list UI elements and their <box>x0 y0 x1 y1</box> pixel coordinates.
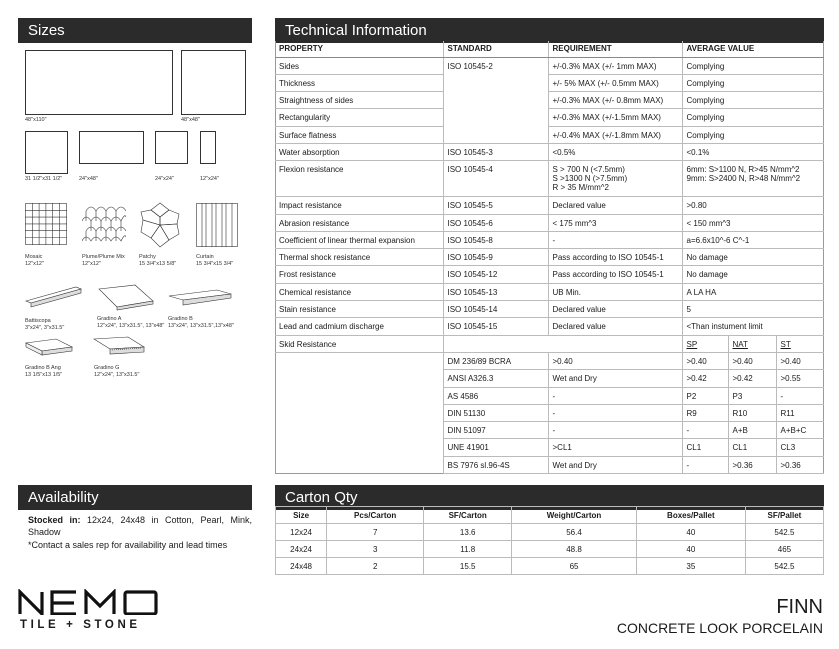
plume-illustration <box>82 203 126 247</box>
table-row <box>275 92 824 109</box>
carton-cell: 48.8 <box>512 541 637 558</box>
value-cell: Complying <box>682 74 824 91</box>
table-row <box>275 301 824 318</box>
carton-cell: 24x48 <box>276 558 327 575</box>
skid-st-cell: >0.36 <box>776 456 824 473</box>
requirement-line: R > 35 M/mm^2 <box>552 183 609 193</box>
empty-cell <box>275 456 443 473</box>
skid-subheader: ST <box>776 335 824 352</box>
requirement-cell: Pass according to ISO 10545-1 <box>548 266 682 283</box>
skid-standard-cell: AS 4586 <box>443 387 548 404</box>
gradino-b-ang-illustration <box>24 337 74 359</box>
tile-label: 31 1/2"x31 1/2" <box>25 176 63 182</box>
skid-st-cell: A+B+C <box>776 422 824 439</box>
requirement-cell: +/-0.3% MAX (+/-1.5mm MAX) <box>548 109 682 126</box>
value-cell: Complying <box>682 109 824 126</box>
technical-header-row <box>275 41 824 57</box>
skid-requirement-cell: - <box>548 387 682 404</box>
tile-label: 48"x110" <box>25 117 47 123</box>
carton-cell: 13.6 <box>424 524 512 541</box>
tile-label: 24"x48" <box>79 176 98 182</box>
gradino-b-illustration <box>167 288 233 308</box>
property-cell: Flexion resistance <box>275 161 443 197</box>
requirement-cell: +/- 5% MAX (+/- 0.5mm MAX) <box>548 74 682 91</box>
skid-nat-cell: A+B <box>728 422 776 439</box>
carton-header-row <box>276 507 824 524</box>
skid-standard-cell: BS 7976 sl.96-4S <box>443 456 548 473</box>
skid-header-row <box>275 335 824 352</box>
tile-label: 24"x24" <box>155 176 174 182</box>
empty-cell <box>548 335 682 352</box>
skid-requirement-cell: >0.40 <box>548 352 682 369</box>
nemo-logo <box>18 589 160 615</box>
carton-col-header: SF/Pallet <box>745 507 823 524</box>
carton-header: Carton Qty <box>275 485 824 510</box>
stocked-text: 12x24, 24x48 in Cotton, Pearl, Mink, Shadow <box>28 515 252 537</box>
skid-standard-cell: ANSI A326.3 <box>443 370 548 387</box>
skid-nat-cell: P3 <box>728 387 776 404</box>
requirement-cell: Pass according to ISO 10545-1 <box>548 249 682 266</box>
gradino-g-illustration <box>92 335 146 359</box>
requirement-cell: +/-0.3% MAX (+/- 0.8mm MAX) <box>548 92 682 109</box>
gradino-a-illustration <box>97 283 157 313</box>
product-name: FINN <box>776 596 823 618</box>
tile-31x31 <box>25 131 68 174</box>
skid-row <box>275 439 824 456</box>
carton-cell: 542.5 <box>745 558 823 575</box>
empty-cell <box>275 404 443 421</box>
carton-cell: 2 <box>327 558 424 575</box>
col-header: AVERAGE VALUE <box>682 41 824 57</box>
tile-24x24 <box>155 131 188 164</box>
skid-nat-cell: >0.40 <box>728 352 776 369</box>
skid-row <box>275 404 824 421</box>
empty-cell <box>275 439 443 456</box>
empty-cell <box>275 352 443 369</box>
skid-st-cell: >0.55 <box>776 370 824 387</box>
product-subtitle: CONCRETE LOOK PORCELAIN <box>616 620 823 636</box>
property-cell: Thermal shock resistance <box>275 249 443 266</box>
standard-cell: ISO 10545-13 <box>443 283 548 300</box>
availability-note: *Contact a sales rep for availability and lead times <box>28 540 228 550</box>
patchy-illustration <box>139 202 181 248</box>
tile-24x48 <box>79 131 144 164</box>
standard-cell <box>443 126 548 143</box>
value-cell: < 150 mm^3 <box>682 214 824 231</box>
skid-standard-cell: DIN 51097 <box>443 422 548 439</box>
carton-cell: 12x24 <box>276 524 327 541</box>
tile-48x110 <box>25 50 173 115</box>
carton-cell: 3 <box>327 541 424 558</box>
property-cell: Surface flatness <box>275 126 443 143</box>
value-line: 6mm: S>1100 N, R>45 N/mm^2 <box>686 165 800 175</box>
property-cell: Impact resistance <box>275 197 443 214</box>
value-line: 9mm: S>2400 N, R>48 N/mm^2 <box>686 174 801 184</box>
property-cell: Skid Resistance <box>275 335 443 352</box>
technical-header: Technical Information <box>275 18 824 43</box>
skid-row <box>275 456 824 473</box>
requirement-cell: - <box>548 231 682 248</box>
skid-row <box>275 422 824 439</box>
value-cell: No damage <box>682 266 824 283</box>
skid-sp-cell: P2 <box>682 387 728 404</box>
property-cell: Coefficient of linear thermal expansion <box>275 231 443 248</box>
availability-header: Availability <box>18 485 252 510</box>
table-row <box>275 231 824 248</box>
patchy-label: Patchy 15 3/4"x13 5/8" <box>139 254 177 267</box>
value-cell: Complying <box>682 126 824 143</box>
carton-cell: 542.5 <box>745 524 823 541</box>
carton-cell: 40 <box>636 541 745 558</box>
property-cell: Stain resistance <box>275 301 443 318</box>
skid-standard-cell: DM 236/89 BCRA <box>443 352 548 369</box>
mosaic-label: Mosaic 12"x12" <box>25 254 44 267</box>
gradino-a-label: Gradino A 12"x24", 13"x31.5", 13"x48" <box>97 316 165 329</box>
tile-label: 48"x48" <box>181 117 200 123</box>
skid-sp-cell: >0.40 <box>682 352 728 369</box>
brand-tagline: TILE + STONE <box>20 619 141 631</box>
property-cell: Water absorption <box>275 143 443 160</box>
skid-sp-cell: >0.42 <box>682 370 728 387</box>
table-row <box>275 143 824 160</box>
skid-st-cell: - <box>776 387 824 404</box>
requirement-cell <box>548 161 682 197</box>
skid-nat-cell: CL1 <box>728 439 776 456</box>
carton-cell: 40 <box>636 524 745 541</box>
curtain-label: Curtain 15 3/4"x15 3/4" <box>196 254 234 267</box>
requirement-cell: Declared value <box>548 197 682 214</box>
value-cell: a=6.6x10^-6 C^-1 <box>682 231 824 248</box>
standard-cell: ISO 10545-14 <box>443 301 548 318</box>
sizes-header: Sizes <box>18 18 252 43</box>
requirement-cell: UB Min. <box>548 283 682 300</box>
table-row <box>275 266 824 283</box>
tile-48x48 <box>181 50 246 115</box>
value-cell: A LA HA <box>682 283 824 300</box>
carton-row <box>276 558 824 575</box>
property-cell: Lead and cadmium discharge <box>275 318 443 335</box>
standard-cell: ISO 10545-5 <box>443 197 548 214</box>
skid-sp-cell: - <box>682 422 728 439</box>
standard-cell: ISO 10545-15 <box>443 318 548 335</box>
skid-sp-cell: R9 <box>682 404 728 421</box>
standard-cell: ISO 10545-4 <box>443 161 548 197</box>
skid-requirement-cell: Wet and Dry <box>548 456 682 473</box>
empty-cell <box>275 422 443 439</box>
skid-subheader: SP <box>682 335 728 352</box>
skid-st-cell: >0.40 <box>776 352 824 369</box>
col-header: STANDARD <box>443 41 548 57</box>
standard-cell: ISO 10545-9 <box>443 249 548 266</box>
carton-cell: 465 <box>745 541 823 558</box>
battiscopa-label: Battiscopa 3"x24", 3"x31.5" <box>25 318 65 331</box>
table-row <box>275 161 824 197</box>
requirement-cell: +/-0.3% MAX (+/- 1mm MAX) <box>548 57 682 74</box>
carton-cell: 56.4 <box>512 524 637 541</box>
table-row <box>275 109 824 126</box>
skid-subheader: NAT <box>728 335 776 352</box>
empty-cell <box>275 370 443 387</box>
carton-cell: 35 <box>636 558 745 575</box>
value-cell: Complying <box>682 92 824 109</box>
skid-nat-cell: >0.42 <box>728 370 776 387</box>
availability-text <box>28 515 252 538</box>
carton-col-header: Size <box>276 507 327 524</box>
standard-cell <box>443 92 548 109</box>
skid-requirement-cell: Wet and Dry <box>548 370 682 387</box>
table-row <box>275 318 824 335</box>
technical-table <box>275 41 824 474</box>
carton-col-header: Boxes/Pallet <box>636 507 745 524</box>
empty-cell <box>443 335 548 352</box>
property-cell: Sides <box>275 57 443 74</box>
carton-cell: 11.8 <box>424 541 512 558</box>
standard-cell <box>443 109 548 126</box>
carton-col-header: Pcs/Carton <box>327 507 424 524</box>
skid-st-cell: R11 <box>776 404 824 421</box>
table-row <box>275 74 824 91</box>
skid-row <box>275 352 824 369</box>
table-row <box>275 249 824 266</box>
table-row <box>275 57 824 74</box>
col-header: REQUIREMENT <box>548 41 682 57</box>
carton-cell: 7 <box>327 524 424 541</box>
table-row <box>275 283 824 300</box>
gradino-b-ang-label: Gradino B Ang 13 1/5"x13 1/5" <box>25 365 63 378</box>
carton-cell: 24x24 <box>276 541 327 558</box>
gradino-g-label: Gradino G 12"x24", 13"x31.5" <box>94 365 140 378</box>
empty-cell <box>275 387 443 404</box>
value-cell: >0.80 <box>682 197 824 214</box>
requirement-cell: Declared value <box>548 301 682 318</box>
standard-cell <box>443 74 548 91</box>
standard-cell: ISO 10545-6 <box>443 214 548 231</box>
value-cell <box>682 161 824 197</box>
property-cell: Frost resistance <box>275 266 443 283</box>
skid-nat-cell: R10 <box>728 404 776 421</box>
table-row <box>275 197 824 214</box>
curtain-illustration <box>196 203 238 247</box>
tile-label: 12"x24" <box>200 176 219 182</box>
skid-requirement-cell: >CL1 <box>548 439 682 456</box>
battiscopa-illustration <box>24 281 84 309</box>
requirement-cell: +/-0.4% MAX (+/-1.8mm MAX) <box>548 126 682 143</box>
skid-standard-cell: UNE 41901 <box>443 439 548 456</box>
table-row <box>275 214 824 231</box>
property-cell: Chemical resistance <box>275 283 443 300</box>
requirement-line: S >1300 N (>7.5mm) <box>552 174 628 184</box>
skid-row <box>275 370 824 387</box>
skid-sp-cell: CL1 <box>682 439 728 456</box>
skid-requirement-cell: - <box>548 404 682 421</box>
standard-cell: ISO 10545-2 <box>443 57 548 74</box>
carton-col-header: Weight/Carton <box>512 507 637 524</box>
standard-cell: ISO 10545-8 <box>443 231 548 248</box>
tile-12x24 <box>200 131 216 164</box>
standard-cell: ISO 10545-3 <box>443 143 548 160</box>
skid-standard-cell: DIN 51130 <box>443 404 548 421</box>
requirement-cell: <0.5% <box>548 143 682 160</box>
carton-row <box>276 541 824 558</box>
requirement-cell: Declared value <box>548 318 682 335</box>
table-row <box>275 126 824 143</box>
value-cell: <Than instument limit <box>682 318 824 335</box>
skid-sp-cell: - <box>682 456 728 473</box>
carton-col-header: SF/Carton <box>424 507 512 524</box>
carton-cell: 65 <box>512 558 637 575</box>
value-cell: 5 <box>682 301 824 318</box>
standard-cell: ISO 10545-12 <box>443 266 548 283</box>
skid-requirement-cell: - <box>548 422 682 439</box>
mosaic-illustration <box>25 203 67 245</box>
gradino-b-label: Gradino B 13"x24", 13"x31.5",13"x48" <box>168 316 234 329</box>
carton-row <box>276 524 824 541</box>
requirement-cell: < 175 mm^3 <box>548 214 682 231</box>
skid-nat-cell: >0.36 <box>728 456 776 473</box>
property-cell: Thickness <box>275 74 443 91</box>
skid-st-cell: CL3 <box>776 439 824 456</box>
col-header: PROPERTY <box>275 41 443 57</box>
property-cell: Abrasion resistance <box>275 214 443 231</box>
plume-label: Plume/Plume Mix 12"x12" <box>82 254 125 267</box>
skid-row <box>275 387 824 404</box>
property-cell: Straightness of sides <box>275 92 443 109</box>
value-cell: <0.1% <box>682 143 824 160</box>
stocked-label: Stocked in: <box>28 515 81 525</box>
carton-table <box>275 506 824 575</box>
value-cell: No damage <box>682 249 824 266</box>
property-cell: Rectangularity <box>275 109 443 126</box>
value-cell: Complying <box>682 57 824 74</box>
carton-cell: 15.5 <box>424 558 512 575</box>
requirement-line: S > 700 N (<7.5mm) <box>552 165 625 175</box>
